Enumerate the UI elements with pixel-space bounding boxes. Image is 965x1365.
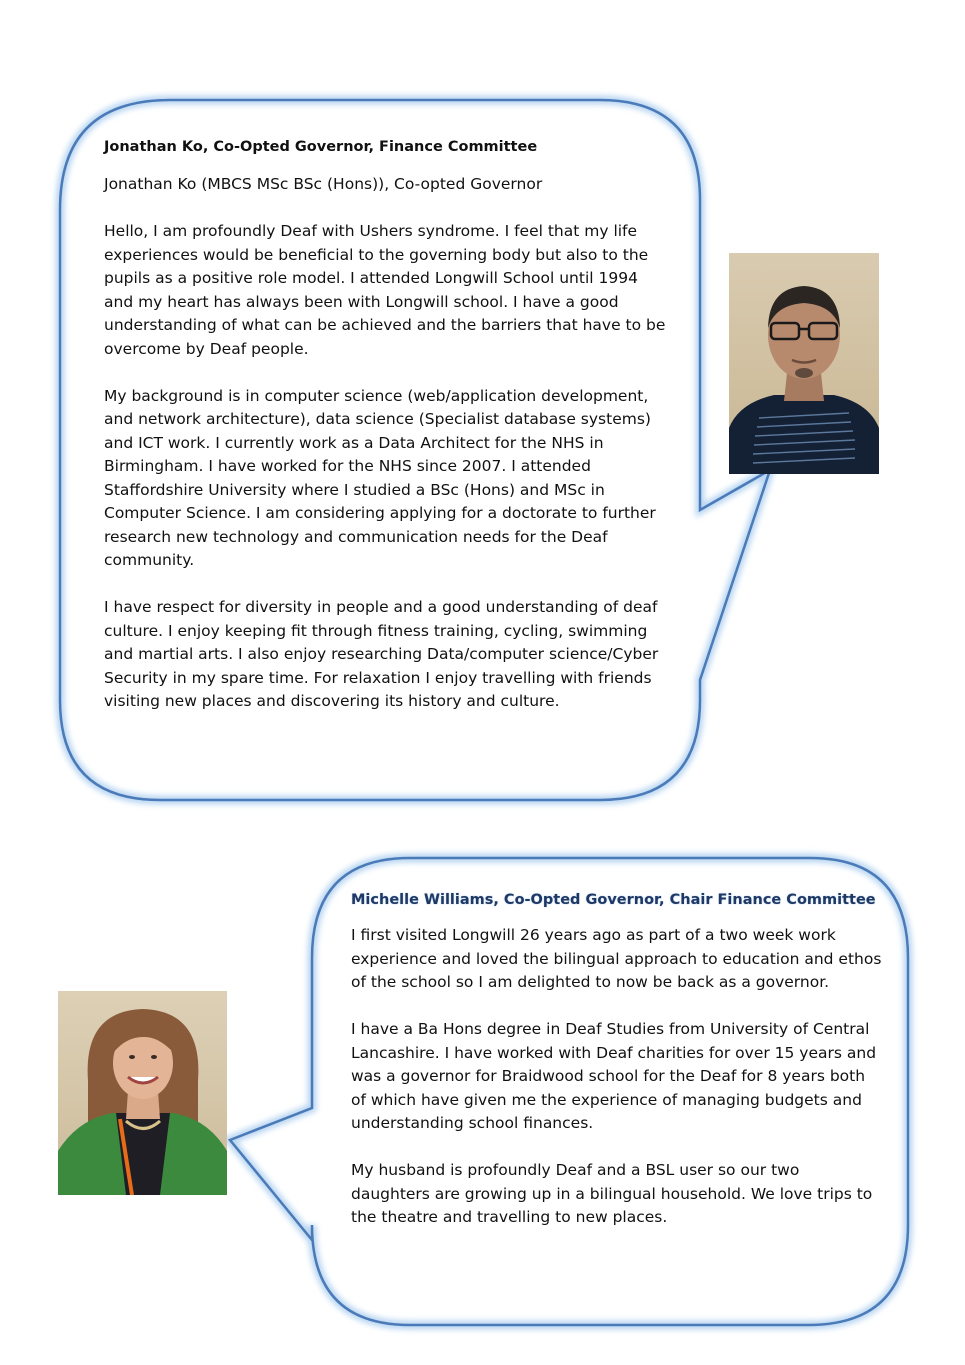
profile-paragraph: My background is in computer science (web/application development, and network architecture), data science (Specialist database systems) and ICT work. I currently work as a Data Architect for the NHS in Birmingham. I have worked for the NHS since 2007. I attended Staffordshire University where I studied a BSc (Hons) and MSc in Computer Science. I am considering applying for a doctorate to further research new technology and communication needs for the Deaf community. <box>104 386 656 569</box>
person-icon <box>729 253 879 474</box>
profile-paragraph: I first visited Longwill 26 years ago as part of a two week work experience and loved the bilingual approach to education and ethos of the school so I am delighted to now be back as a governor. <box>351 926 882 991</box>
profile-paragraph: I have respect for diversity in people and a good understanding of deaf culture. I enjoy keeping fit through fitness training, cycling, swimming and martial arts. I also enjoy researching Data/computer science/Cyber Security in my spare time. For relaxation I enjoy travelling with friends visiting new places and discovering its history and culture. <box>104 598 659 710</box>
profile-paragraph: I have a Ba Hons degree in Deaf Studies from University of Central Lancashire. I have worked with Deaf charities for over 15 years and was a governor for Braidwood school for the Deaf for 8 years both of which have given me the experience of managing budgets and understanding school finances. <box>351 1020 877 1132</box>
portrait-photo-michelle <box>58 991 227 1195</box>
portrait-photo-jonathan <box>729 253 879 474</box>
profile-paragraph: Hello, I am profoundly Deaf with Ushers syndrome. I feel that my life experiences would be beneficial to the governing body but also to the pupils as a positive role model. I attended Longwill School until 1994 and my heart has always been with Longwill school. I have a good understanding of what can be achieved and the barriers that have to be overcome by Deaf people. <box>104 222 666 358</box>
profile-heading: Michelle Williams, Co-Opted Governor, Chair Finance Committee <box>351 892 876 908</box>
profile-paragraph: My husband is profoundly Deaf and a BSL user so our two daughters are growing up in a bilingual household. We love trips to the theatre and travelling to new places. <box>351 1161 873 1226</box>
person-icon <box>58 991 227 1195</box>
profile-heading: Jonathan Ko, Co-Opted Governor, Finance Committee <box>104 139 538 155</box>
profile-jonathan-ko <box>104 137 670 737</box>
profile-subheading: Jonathan Ko (MBCS MSc BSc (Hons)), Co-opted Governor <box>104 175 543 193</box>
profile-michelle-williams <box>351 890 883 1253</box>
